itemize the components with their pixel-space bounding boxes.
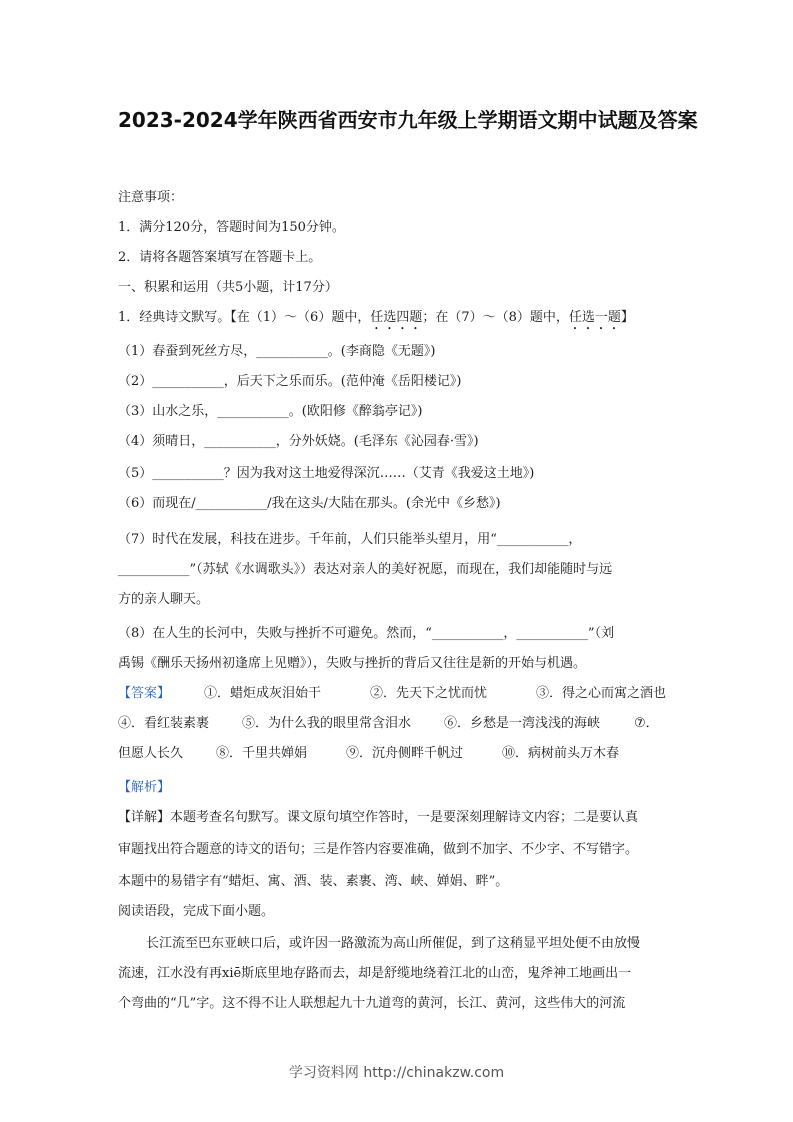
notice-item-1: 1．满分120分，答题时间为150分钟。 (118, 220, 345, 235)
answer-8: ⑧．千里共婵娟 (216, 746, 308, 761)
reading-intro: 阅读语段，完成下面小题。 (118, 904, 275, 919)
analysis-line-3: 本题中的易错字有“蜡炬、寓、酒、装、素裹、湾、峡、婵娟、畔”。 (118, 874, 509, 889)
answer-7-text: 但愿人长久 (118, 746, 184, 761)
subquestion-7-line-2: ___________”（苏轼《水调歌头》）表达对亲人的美好祝愿，而现在，我们却能随时与远 (118, 562, 613, 577)
subquestion-8-line-2: 禹锡《酬乐天扬州初逢席上见赠》），失败与挫折的背后又往往是新的开始与机遇。 (118, 656, 587, 671)
analysis-line-1: 【详解】本题考查名句默写。课文原句填空作答时，一是要深刻理解诗文内容；二是要认真 (118, 810, 639, 825)
answer-label: 【答案】 (118, 686, 171, 701)
answer-line-2 (118, 714, 659, 734)
answer-5: ⑤．为什么我的眼里常含泪水 (242, 716, 412, 731)
answer-7: ⑦． (634, 716, 659, 731)
subquestion-6: （6）而现在/___________/我在这头/大陆在那头。(余光中《乡愁》) (118, 496, 501, 511)
analysis-line-2: 审题找出符合题意的诗文的语句；三是作答内容要准确，做到不加字、不少字、不写错字。 (118, 842, 639, 857)
answer-3: ③．得之心而寓之酒也 (536, 686, 667, 701)
stem-part-c: ；在（7）～（8）题中， (422, 310, 569, 325)
subquestion-7-line-1: （7）时代在发展，科技在进步。千年前，人们只能举头望月，用“___________， (118, 532, 582, 547)
document-title: 2023-2024学年陕西省西安市九年级上学期语文期中试题及答案 (118, 108, 698, 132)
page-footer-watermark: 学习资料网 http://chinakzw.com (288, 1065, 505, 1081)
answer-1: ①．蜡炬成灰泪始干 (204, 686, 322, 701)
answer-line-1 (118, 684, 666, 704)
analysis-label: 【解析】 (118, 780, 171, 795)
subquestion-4: （4）须晴日，___________，分外妖娆。(毛泽东《沁园春·雪》) (118, 434, 479, 449)
answer-line-3 (118, 744, 619, 764)
section-heading: 一、积累和运用（共5小题，计17分） (118, 280, 338, 295)
stem-emphasis-2: 任选一题 (568, 310, 621, 325)
answer-4: ④．看红装素裹 (118, 716, 210, 731)
subquestion-8-line-1: （8）在人生的长河中，失败与挫折不可避免。然而，“___________，___________”（刘 (118, 626, 615, 641)
answer-6: ⑥．乡愁是一湾浅浅的海峡 (444, 716, 601, 731)
stem-part-a: 1．经典诗文默写。【在（1）～（6）题中， (118, 310, 371, 325)
subquestion-7-line-3: 方的亲人聊天。 (118, 592, 210, 607)
reading-paragraph-line-1: 长江流至巴东亚峡口后，或许因一路激流为高山所催促，到了这稍显平坦处便不由放慢 (146, 936, 641, 951)
stem-part-e: 】 (620, 310, 634, 325)
reading-paragraph-line-2: 流速，江水没有再xiē斯底里地存路而去，却是舒缆地绕着江北的山峦，鬼斧神工地画出一 (118, 966, 632, 981)
answer-2: ②．先天下之忧而忧 (370, 686, 488, 701)
subquestion-2: （2）___________，后天下之乐而乐。(范仲淹《岳阳楼记》) (118, 374, 462, 389)
notice-item-2: 2．请将各题答案填写在答题卡上。 (118, 250, 322, 265)
question-1-stem (118, 308, 634, 333)
reading-paragraph-line-3: 个弯曲的“几”字。这不得不让人联想起九十九道弯的黄河，长江、黄河，这些伟大的河流 (118, 996, 626, 1011)
subquestion-1: （1）春蚕到死丝方尽，___________。(李商隐《无题》) (118, 344, 436, 359)
stem-emphasis-1: 任选四题 (370, 310, 423, 325)
notice-heading: 注意事项： (118, 190, 184, 205)
answer-10: ⑩．病树前头万木春 (502, 746, 620, 761)
answer-9: ⑨．沉舟侧畔千帆过 (346, 746, 464, 761)
subquestion-5: （5）___________？因为我对这土地爱得深沉……（艾青《我爱这土地》) (118, 466, 535, 481)
subquestion-3: （3）山水之乐，___________。(欧阳修《醉翁亭记》) (118, 404, 423, 419)
